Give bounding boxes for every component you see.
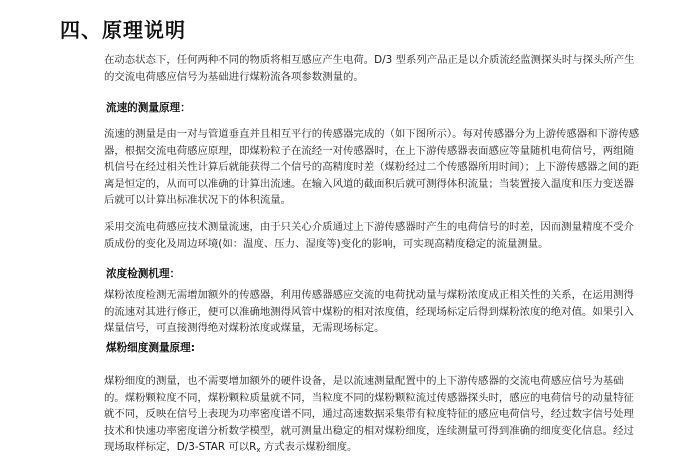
flow-principle-paragraph: 流速的测量是由一对与管道垂直并且相互平行的传感器完成的（如下图所示）。每对传感器分为上游传感器和下游传感器，根据交流电荷感应原理，即煤粉粒子在流经一对传感器时，在上下游传感器表面感应等量随机电荷信号，两组随机信号在经过相关性计算后就能获得二个信号的高精度时差（煤粉经过二个传感器所用时间）；上下游传感器之间的距离是恒定的，从而可以准确的计算出流速。在输入风道的截面积后就可测得体积流量；当装置接入温度和压力变送器后就可以计算出标准状况下的体积流量。	[104, 128, 640, 206]
flow-accuracy-paragraph: 采用交流电荷感应技术测量流速，由于只关心介质通过上下游传感器时产生的电荷信号的时差，因而测量精度不受介质成份的变化及周边环境(如：温度、压力、湿度等)变化的影响，可实现高精度稳定的流量测量。	[104, 221, 634, 250]
fineness-subscript: x	[256, 446, 261, 454]
section-title: 四、原理说明	[60, 18, 186, 42]
fineness-text-tail: 方式表示煤粉细度。	[260, 441, 358, 453]
concentration-heading: 浓度检测机理：	[106, 268, 181, 280]
fineness-paragraph	[104, 373, 644, 459]
concentration-paragraph: 煤粉浓度检测无需增加额外的传感器，利用传感器感应交流的电荷扰动量与煤粉浓度成正相关性的关系，在运用测得的流速对其进行修正，便可以准确地测得风管中煤粉的相对浓度值，经现场标定后得到煤粉浓度的绝对值。如果引入煤量信号，可直接测得绝对煤粉浓度或煤量，无需现场标定。	[104, 289, 634, 334]
fineness-heading: 煤粉细度测量原理:	[106, 342, 195, 354]
fineness-text: 煤粉细度的测量，也不需要增加额外的硬件设备，是以流速测量配置中的上下游传感器的交流电荷感应信号为基础的。煤粉颗粒度不同，煤粉颗粒质量就不同，当粒度不同的煤粉颗粒流过传感器探头时，感应的电荷信号的动量特征就不同，反映在信号上表现为功率密度谱不同，通过高速数据采集带有粒度特征的感应电荷信号，经过数字信号处理技术和快速功率密度谱分析数学模型，就可测量出稳定的相对煤粉细度，连续测量可得到准确的细度变化信息。经过现场取样标定，D/3-STAR 可以R	[104, 375, 634, 453]
flow-principle-heading: 流速的测量原理：	[106, 102, 191, 114]
intro-paragraph: 在动态状态下，任何两种不同的物质将相互感应产生电荷。D/3 型系列产品正是以介质流经监测探头时与探头所产生的交流电荷感应信号为基础进行煤粉流各项参数测量的。	[104, 54, 635, 83]
